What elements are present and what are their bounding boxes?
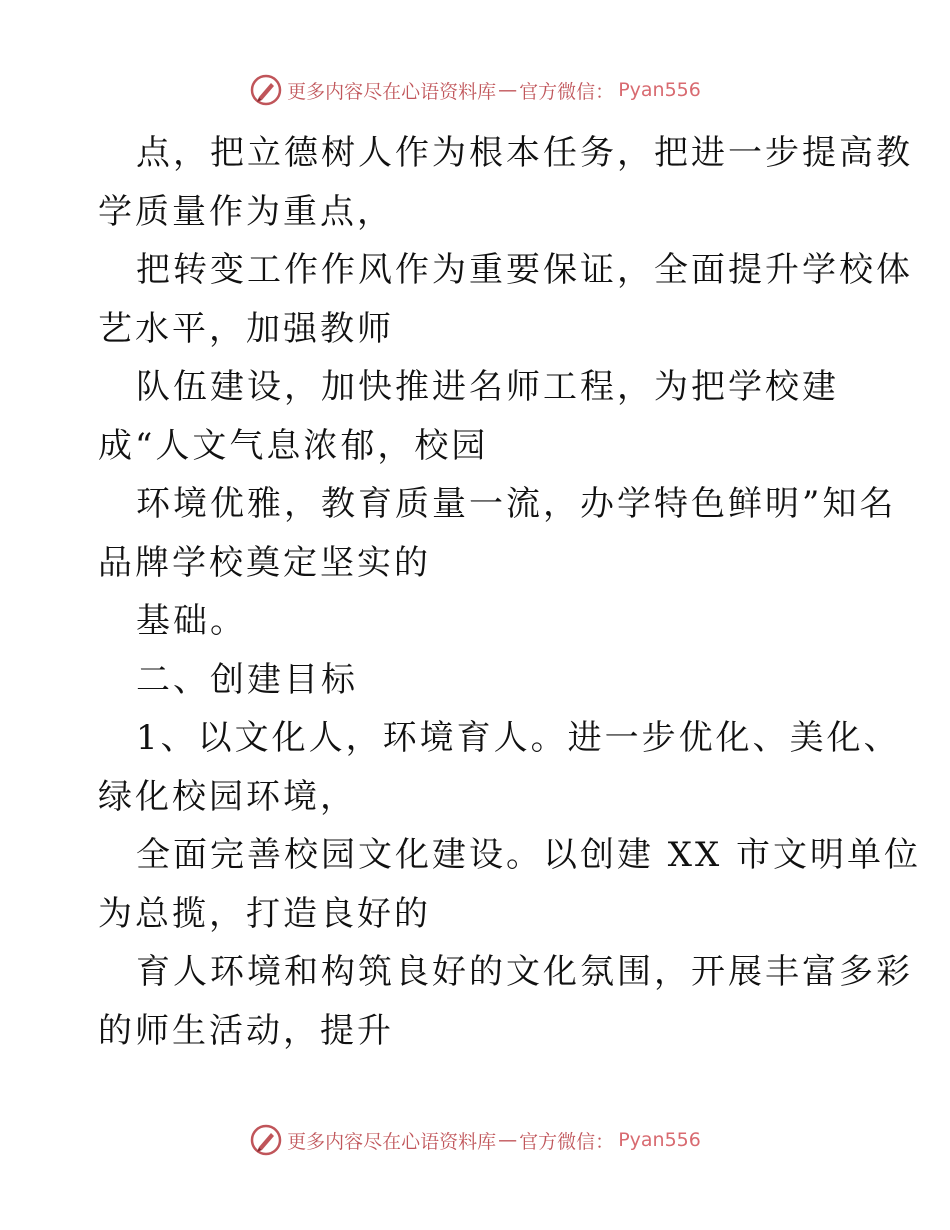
text-line: 育人环境和构筑良好的文化氛围，开展丰富多彩 <box>136 952 913 992</box>
text-line: 队伍建设，加快推进名师工程，为把学校建 <box>136 367 839 407</box>
watermark-wechat-id: Pyan556 <box>618 1129 701 1151</box>
text-line: 全面完善校园文化建设。以创建 XX 市文明单位 <box>136 835 922 875</box>
text-line: 品牌学校奠定坚实的 <box>98 542 431 583</box>
watermark-wechat-label: 官方微信： <box>519 1130 615 1153</box>
text-line: 点，把立德树人作为根本任务，把进一步提高教 <box>136 133 913 173</box>
pen-logo-icon <box>249 1123 283 1157</box>
text-line: 1、以文化人，环境育人。进一步优化、美化、 <box>136 718 901 758</box>
watermark-title: 更多内容尽在心语资料库 <box>287 1130 497 1153</box>
text-line: 基础。 <box>136 601 247 641</box>
text-line: 绿化校园环境， <box>98 776 357 817</box>
watermark-dash: — <box>498 79 518 101</box>
text-line: 二、创建目标 <box>136 659 358 700</box>
pen-logo-icon <box>249 73 283 107</box>
footer-watermark <box>0 1122 950 1158</box>
watermark-wechat-label: 官方微信： <box>519 80 615 103</box>
document-body <box>98 124 922 1060</box>
watermark-dash: — <box>498 1129 518 1151</box>
header-watermark <box>0 72 950 108</box>
text-line: 的师生活动，提升 <box>98 1010 394 1051</box>
text-line: 把转变工作作风作为重要保证，全面提升学校体 <box>136 250 913 290</box>
text-line: 学质量作为重点， <box>98 191 394 232</box>
watermark-wechat-id: Pyan556 <box>618 79 701 101</box>
text-line: 环境优雅，教育质量一流，办学特色鲜明”知名 <box>136 484 897 524</box>
text-line: 艺水平，加强教师 <box>98 308 394 349</box>
text-line: 成“人文气息浓郁，校园 <box>98 425 489 466</box>
watermark-title: 更多内容尽在心语资料库 <box>287 80 497 103</box>
text-line: 为总揽，打造良好的 <box>98 893 431 934</box>
